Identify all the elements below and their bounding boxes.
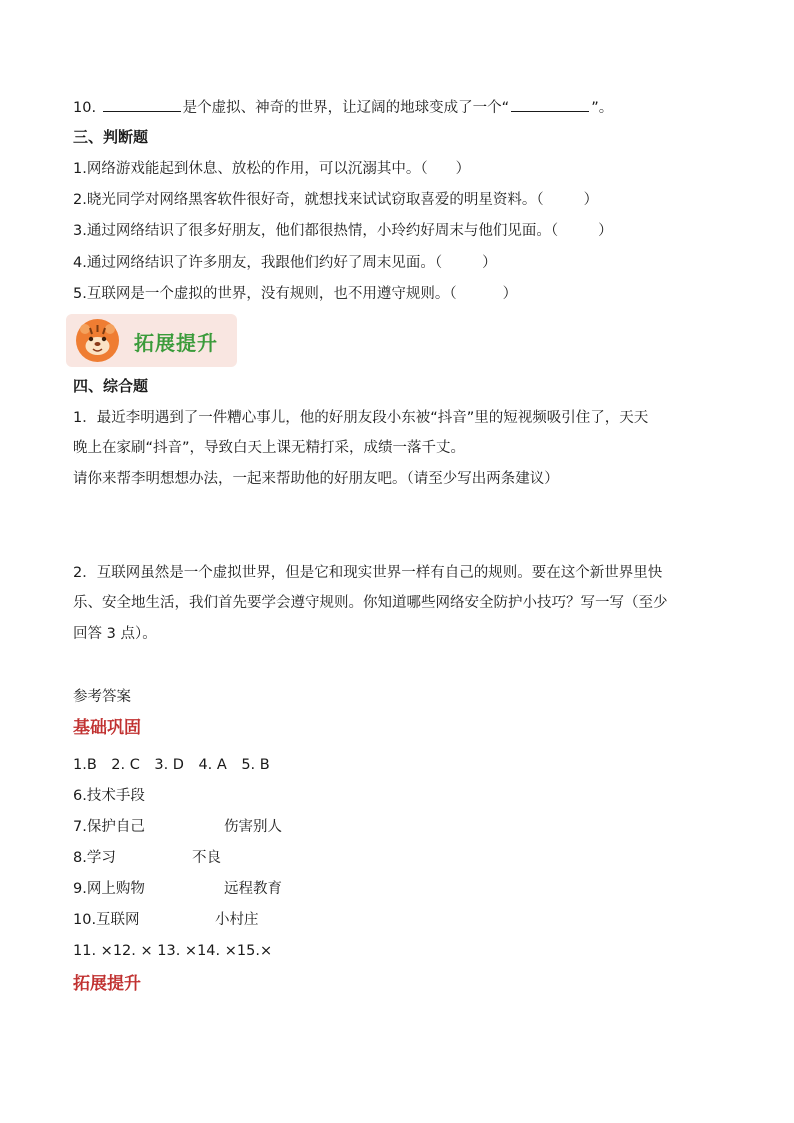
judge-item-text: 4.通过网络结识了许多朋友，我跟他们约好了周末见面。 xyxy=(73,255,435,271)
answers-title: 参考答案 xyxy=(73,689,131,705)
paren-open: （ xyxy=(449,286,457,302)
judge-item-text: 2.晓光同学对网络黑客软件很好奇，就想找来试试窃取喜爱的明星资料。 xyxy=(73,192,537,208)
answer-blank xyxy=(103,97,181,112)
section-title: 三、判断题 xyxy=(73,128,149,146)
paren-close: ） xyxy=(482,255,497,271)
judge-item xyxy=(73,284,517,304)
answer-line: 6.技术手段 xyxy=(73,788,145,804)
q10-number: 10. xyxy=(73,100,97,116)
banner-title: 拓展提升 xyxy=(134,331,218,355)
q1-line: 晚上在家刷“抖音”，导致白天上课无精打采，成绩一落千丈。 xyxy=(73,440,466,456)
answer-line xyxy=(73,817,145,837)
answer-blank xyxy=(511,97,589,112)
judge-item-text: 1.网络游戏能起到休息、放松的作用，可以沉溺其中。 xyxy=(73,161,421,177)
answer-part: 7.保护自己 xyxy=(73,819,145,835)
answer-line: 9.网上购物 xyxy=(73,881,145,897)
paren-close: ） xyxy=(583,192,599,208)
q10-suffix: ”。 xyxy=(591,100,614,116)
q1-line: 请你来帮李明想想办法，一起来帮助他的好朋友吧。（请至少写出两条建议） xyxy=(73,471,559,487)
paren-close: ） xyxy=(502,286,518,302)
answer-part: 不良 xyxy=(192,850,221,866)
q10-text: 是个虚拟、神奇的世界，让辽阔的地球变成了一个“ xyxy=(182,100,510,116)
judge-item-text: 5.互联网是一个虚拟的世界，没有规则，也不用遵守规则。 xyxy=(73,286,450,302)
answer-line: 10.互联网 xyxy=(73,912,140,928)
judge-item xyxy=(73,253,497,273)
extension-banner xyxy=(66,314,237,367)
q2-line: 回答 3 点）。 xyxy=(73,626,157,642)
extend-title: 拓展提升 xyxy=(73,974,141,994)
answer-line: 11. ×12. × 13. ×14. ×15.× xyxy=(73,943,273,959)
paren-close: ） xyxy=(455,161,471,177)
q2-line: 乐、安全地生活，我们首先要学会遵守规则。你知道哪些网络安全防护小技巧？写一写（至少 xyxy=(73,595,668,611)
paren-open: （ xyxy=(536,192,544,208)
judge-item xyxy=(73,159,470,179)
judge-item xyxy=(73,221,613,241)
paren-open: （ xyxy=(420,161,428,177)
judge-item-text: 3.通过网络结识了很多好朋友，他们都很热情，小玲约好周末与他们见面。 xyxy=(73,223,551,239)
answer-line: 1.B 2. C 3. D 4. A 5. B xyxy=(73,757,270,773)
q1-line: 1．最近李明遇到了一件糟心事儿，他的好朋友段小东被“抖音”里的短视频吸引住了，天天 xyxy=(73,410,649,426)
answer-part: 伤害别人 xyxy=(224,819,282,835)
question-10 xyxy=(73,97,613,118)
tiger-icon xyxy=(76,319,119,362)
paren-close: ） xyxy=(598,223,613,239)
answer-part: 小村庄 xyxy=(215,912,259,928)
answer-part: 远程教育 xyxy=(224,881,282,897)
judge-item xyxy=(73,190,598,210)
q2-line: 2．互联网虽然是一个虚拟世界，但是它和现实世界一样有自己的规则。要在这个新世界里快 xyxy=(73,565,663,581)
basic-title: 基础巩固 xyxy=(73,718,141,738)
paren-open: （ xyxy=(550,223,559,239)
paren-open: （ xyxy=(434,255,443,271)
answer-line: 8.学习 xyxy=(73,850,116,866)
section-title: 四、综合题 xyxy=(73,377,149,395)
